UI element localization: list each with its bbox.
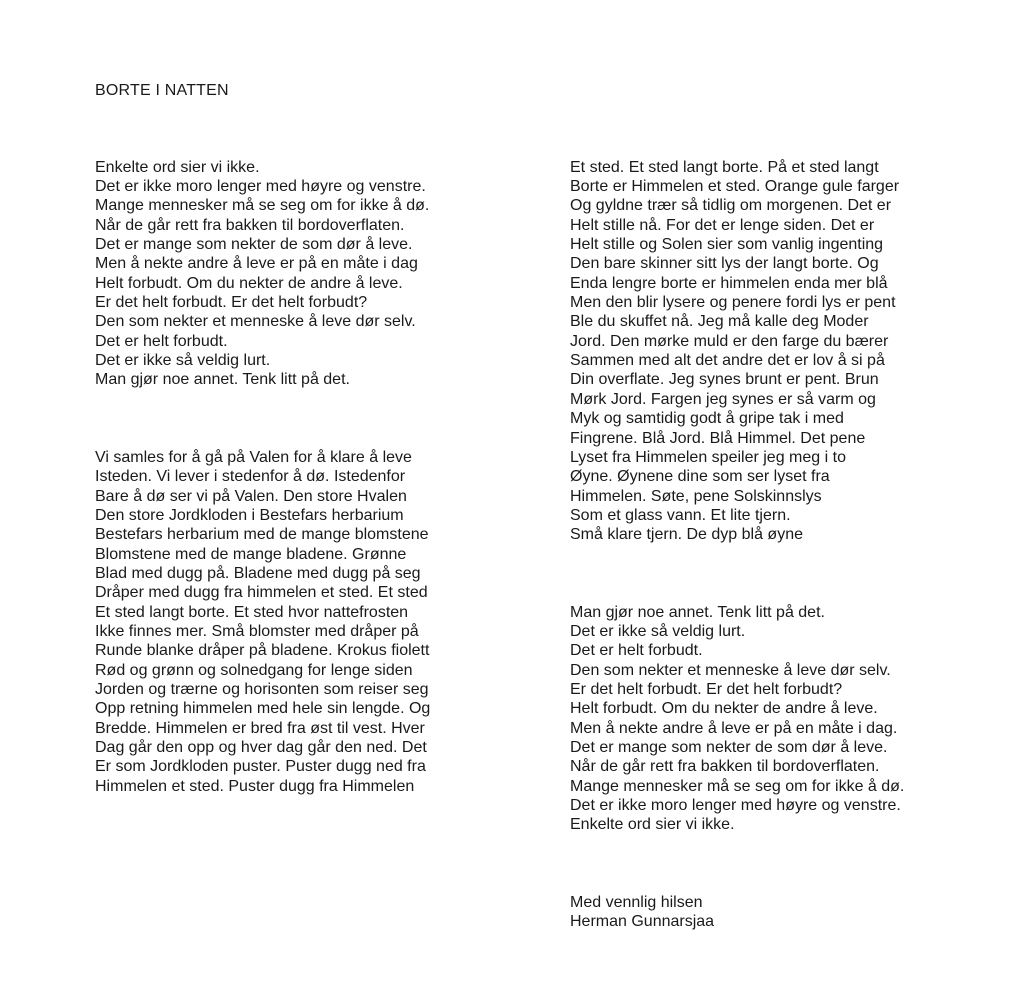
poem-line: Det er ikke moro lenger med høyre og venstre. [95, 178, 426, 196]
poem-line: Et sted langt borte. Et sted hvor nattefrosten [95, 603, 409, 621]
poem-line: Dråper med dugg fra himmelen et sted. Et sted [95, 584, 428, 602]
poem-line: Mange mennesker må se seg om for ikke å dø. [570, 777, 905, 795]
poem-line: Herman Gunnarsjaa [570, 913, 715, 931]
poem-line: Lyset fra Himmelen speiler jeg meg i to [570, 448, 846, 466]
poem-line: Sammen med alt det andre det er lov å si på [570, 352, 885, 370]
poem-line: Runde blanke dråper på bladene. Krokus fiolett [95, 642, 430, 660]
poem-line: Med vennlig hilsen [570, 893, 703, 911]
poem-line: Helt stille og Solen sier som vanlig ingenting [570, 236, 884, 254]
poem-line: Jord. Den mørke muld er den farge du bærer [570, 332, 889, 350]
poem-line: Enkelte ord sier vi ikke. [570, 816, 735, 834]
poem-line: Din overflate. Jeg synes brunt er pent. Brun [570, 371, 879, 389]
poem-line: Og gyldne trær så tidlig om morgenen. Det er [570, 197, 892, 215]
poem-line: Men å nekte andre å leve er på en måte i dag. [570, 719, 898, 737]
poem-column-left [95, 119, 495, 854]
poem-line: Bare å dø ser vi på Valen. Den store Hvalen [95, 487, 407, 505]
poem-line: Det er ikke moro lenger med høyre og venstre. [570, 797, 901, 815]
poem-line: Mange mennesker må se seg om for ikke å dø. [95, 197, 430, 215]
poem-line: Myk og samtidig godt å gripe tak i med [570, 410, 844, 428]
poem-line: Men å nekte andre å leve er på en måte i dag [95, 255, 418, 273]
poem-line: Vi samles for å gå på Valen for å klare å leve [95, 448, 412, 466]
poem-line: Det er helt forbudt. [95, 332, 228, 350]
poem-line: Når de går rett fra bakken til bordoverflaten. [95, 216, 405, 234]
poem-line: Jorden og trærne og horisonten som reiser seg [95, 680, 429, 698]
poem-line: Mørk Jord. Fargen jeg synes er så varm og [570, 390, 876, 408]
poem-line: Er det helt forbudt. Er det helt forbudt? [95, 294, 368, 312]
poem-line: Isteden. Vi lever i stedenfor å dø. Istedenfor [95, 468, 406, 486]
stanza [95, 158, 495, 390]
poem-line: Men den blir lysere og penere fordi lys er pent [570, 294, 896, 312]
poem-line: Enkelte ord sier vi ikke. [95, 158, 260, 176]
poem-line: Fingrene. Blå Jord. Blå Himmel. Det pene [570, 429, 866, 447]
poem-line: Den som nekter et menneske å leve dør selv. [95, 313, 416, 331]
poem-line: Helt forbudt. Om du nekter de andre å leve. [570, 700, 878, 718]
poem-line: Bredde. Himmelen er bred fra øst til vest. Hver [95, 719, 425, 737]
stanza [95, 448, 495, 796]
poem-line: Den som nekter et menneske å leve dør selv. [570, 661, 891, 679]
poem-column-right [570, 119, 970, 989]
poem-line: Det er helt forbudt. [570, 642, 703, 660]
poem-line: Dag går den opp og hver dag går den ned. Det [95, 739, 427, 756]
poem-line: Små klare tjern. De dyp blå øyne [570, 526, 803, 544]
poem-line: Som et glass vann. Et lite tjern. [570, 506, 791, 524]
poem-line: Blomstene med de mange bladene. Grønne [95, 545, 407, 563]
poem-line: Det er mange som nekter de som dør å leve. [570, 739, 888, 756]
poem-line: Den store Jordkloden i Bestefars herbarium [95, 506, 404, 524]
poem-line: Bestefars herbarium med de mange blomstene [95, 526, 429, 544]
poem-line: Himmelen et sted. Puster dugg fra Himmelen [95, 777, 415, 795]
poem-title: BORTE I NATTEN [95, 82, 229, 99]
poem-line: Helt forbudt. Om du nekter de andre å leve. [95, 274, 403, 292]
poem-line: Blad med dugg på. Bladene med dugg på seg [95, 564, 421, 582]
poem-line: Ble du skuffet nå. Jeg må kalle deg Moder [570, 313, 869, 331]
poem-line: Den bare skinner sitt lys der langt borte. Og [570, 255, 879, 273]
poem-line: Borte er Himmelen et sted. Orange gule farger [570, 178, 900, 196]
poem-line: Er det helt forbudt. Er det helt forbudt? [570, 680, 843, 698]
poem-line: Opp retning himmelen med hele sin lengde. Og [95, 700, 431, 718]
poem-line: Man gjør noe annet. Tenk litt på det. [95, 371, 350, 389]
poem-line: Himmelen. Søte, pene Solskinnslys [570, 487, 822, 505]
poem-line: Det er mange som nekter de som dør å leve. [95, 236, 413, 254]
poem-line: Det er ikke så veldig lurt. [570, 622, 746, 640]
poem-line: Når de går rett fra bakken til bordoverflaten. [570, 758, 880, 776]
poem-line: Det er ikke så veldig lurt. [95, 352, 271, 370]
poem-line: Øyne. Øynene dine som ser lyset fra [570, 468, 830, 486]
poem-line: Ikke finnes mer. Små blomster med dråper på [95, 622, 419, 640]
poem-line: Man gjør noe annet. Tenk litt på det. [570, 603, 825, 621]
poem-line: Enda lengre borte er himmelen enda mer blå [570, 274, 888, 292]
poem-line: Et sted. Et sted langt borte. På et sted langt [570, 158, 879, 176]
signature [570, 893, 970, 932]
stanza [570, 603, 970, 835]
poem-line: Helt stille nå. For det er lenge siden. Det er [570, 216, 875, 234]
stanza [570, 158, 970, 545]
poem-line: Er som Jordkloden puster. Puster dugg ned fra [95, 758, 426, 776]
poem-line: Rød og grønn og solnedgang for lenge siden [95, 661, 413, 679]
